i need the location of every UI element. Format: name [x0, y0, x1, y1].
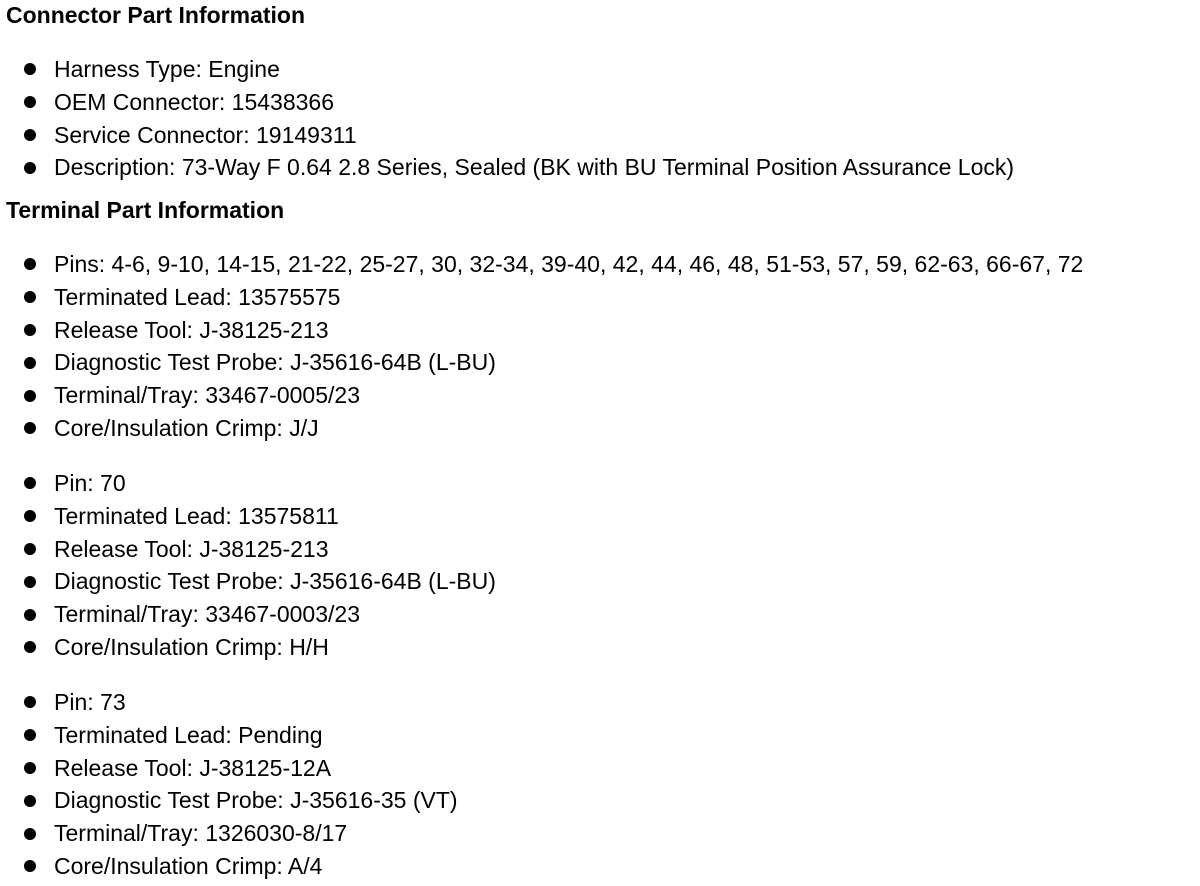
bullet-icon: [24, 291, 36, 303]
release-tool-text: Release Tool: J-38125-12A: [54, 754, 332, 781]
bullet-icon: [24, 543, 36, 555]
bullet-icon: [24, 390, 36, 402]
terminated-lead-text: Terminated Lead: Pending: [54, 721, 323, 748]
oem-connector-text: OEM Connector: 15438366: [54, 88, 335, 115]
connector-part-information-heading: Connector Part Information: [6, 2, 306, 28]
diagnostic-test-probe-text: Diagnostic Test Probe: J-35616-64B (L-BU): [54, 349, 496, 376]
terminal-tray-text: Terminal/Tray: 33467-0003/23: [54, 601, 360, 628]
bullet-icon: [24, 96, 36, 108]
bullet-icon: [24, 324, 36, 336]
bullet-icon: [24, 762, 36, 774]
bullet-icon: [24, 576, 36, 588]
bullet-icon: [24, 357, 36, 369]
core-insulation-crimp-text: Core/Insulation Crimp: A/4: [54, 852, 323, 879]
bullet-icon: [24, 422, 36, 434]
release-tool-text: Release Tool: J-38125-213: [54, 316, 329, 343]
bullet-icon: [24, 63, 36, 75]
bullet-icon: [24, 129, 36, 141]
service-connector-text: Service Connector: 19149311: [54, 121, 357, 148]
core-insulation-crimp-text: Core/Insulation Crimp: H/H: [54, 633, 329, 660]
terminal-tray-text: Terminal/Tray: 1326030-8/17: [54, 820, 348, 847]
terminal-tray-text: Terminal/Tray: 33467-0005/23: [54, 382, 360, 409]
diagnostic-test-probe-text: Diagnostic Test Probe: J-35616-64B (L-BU): [54, 568, 496, 595]
bullet-icon: [24, 696, 36, 708]
pin-text: Pin: 70: [54, 470, 126, 496]
release-tool-text: Release Tool: J-38125-213: [54, 535, 329, 562]
pin-text: Pin: 73: [54, 689, 126, 715]
terminated-lead-text: Terminated Lead: 13575575: [54, 283, 341, 310]
diagnostic-test-probe-text: Diagnostic Test Probe: J-35616-35 (VT): [54, 787, 458, 814]
core-insulation-crimp-text: Core/Insulation Crimp: J/J: [54, 414, 319, 441]
bullet-icon: [24, 828, 36, 840]
bullet-icon: [24, 477, 36, 489]
bullet-icon: [24, 729, 36, 741]
bullet-icon: [24, 258, 36, 270]
bullet-icon: [24, 860, 36, 872]
bullet-icon: [24, 795, 36, 807]
harness-type-text: Harness Type: Engine: [54, 56, 280, 82]
pins-text: Pins: 4-6, 9-10, 14-15, 21-22, 25-27, 30, 32-34, 39-40, 42, 44, 46, 48, 51-53, 57, 59, 62-63, 66-67, 72: [54, 251, 1084, 277]
terminated-lead-text: Terminated Lead: 13575811: [54, 502, 339, 529]
bullet-icon: [24, 510, 36, 522]
terminal-part-information-heading: Terminal Part Information: [6, 197, 285, 223]
bullet-icon: [24, 162, 36, 174]
bullet-icon: [24, 641, 36, 653]
bullet-icon: [24, 609, 36, 621]
description-text: Description: 73-Way F 0.64 2.8 Series, Sealed (BK with BU Terminal Position Assurance Lock): [54, 154, 1015, 181]
